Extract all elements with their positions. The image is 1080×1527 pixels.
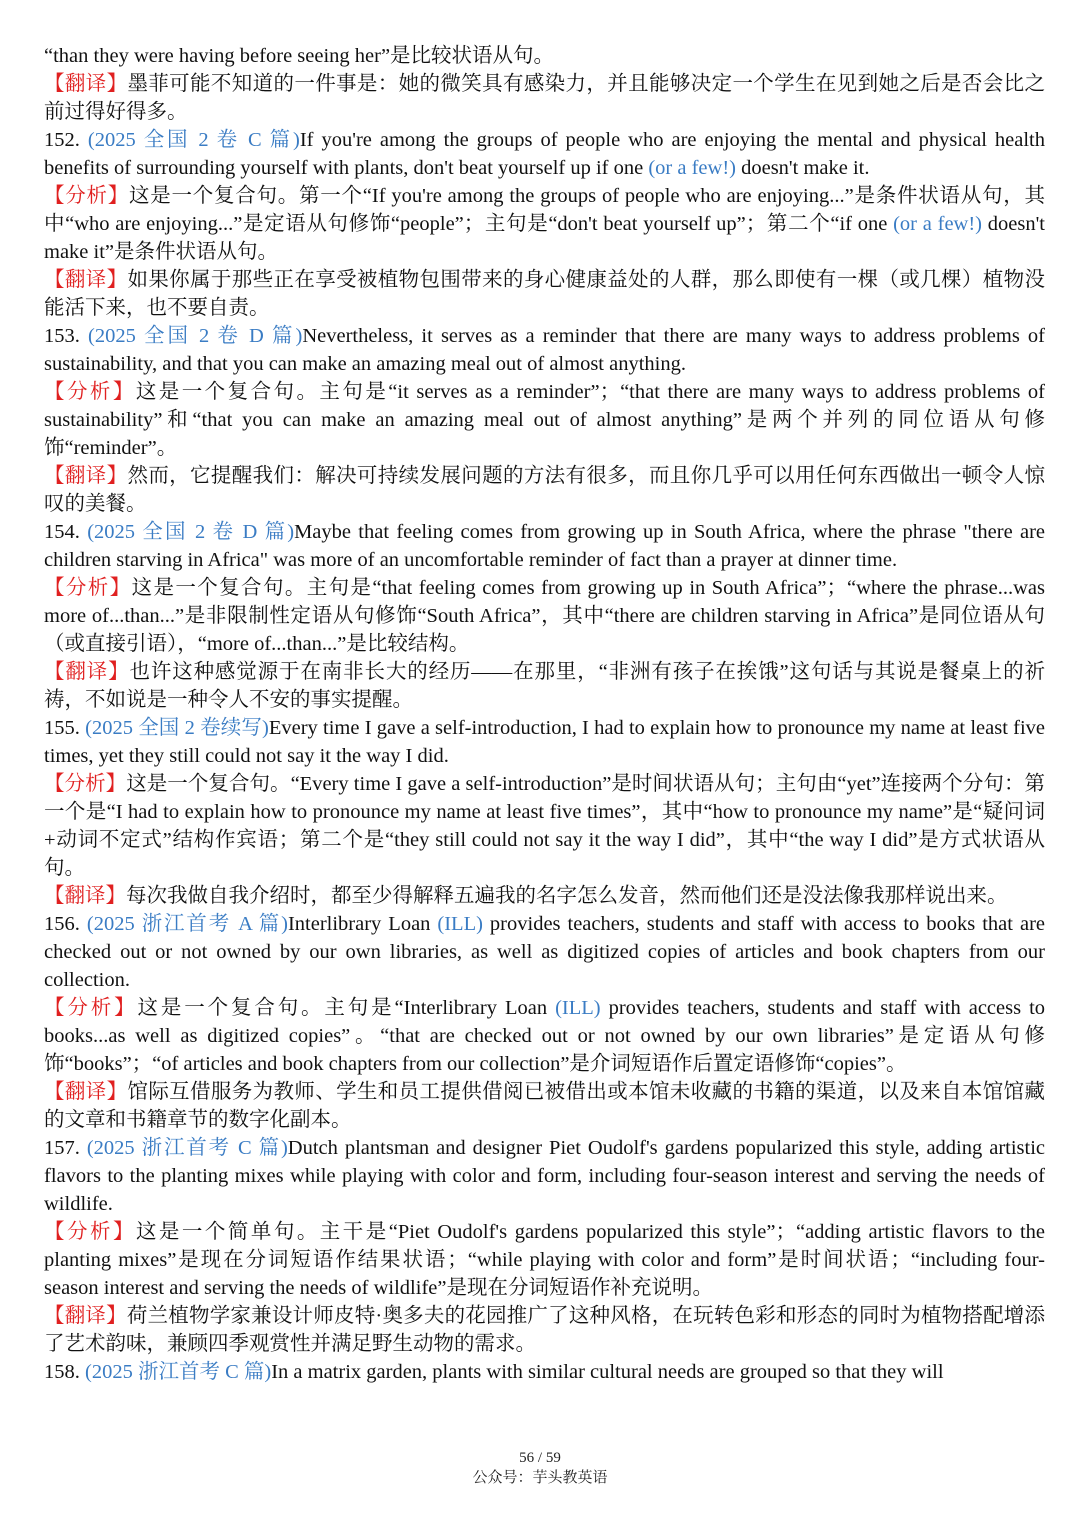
analysis-paragraph — [44, 770, 1045, 882]
paragraph-text: doesn't make it. — [735, 157, 870, 179]
section-tag: 【分析】 — [44, 773, 127, 795]
analysis-paragraph — [44, 574, 1045, 658]
paragraph-text: 156. — [44, 913, 87, 935]
paragraph-text: 如果你属于那些正在享受被植物包围带来的身心健康益处的人群，那么即使有一棵（或几棵）植物没能活下来，也不要自责。 — [44, 269, 1046, 319]
section-tag: 【翻译】 — [44, 269, 128, 291]
paragraph-text: In a matrix garden, plants with similar cultural needs are grouped so that they will — [271, 1361, 944, 1383]
question-paragraph — [44, 1134, 1045, 1218]
page-number: 56 / 59 — [519, 1450, 561, 1466]
translation-paragraph — [44, 882, 1045, 910]
translation-paragraph — [44, 462, 1045, 518]
source-reference: (2025 全国 2 卷 C 篇) — [87, 129, 300, 151]
source-reference: (or a few!) — [893, 213, 983, 235]
section-tag: 【分析】 — [44, 577, 132, 599]
question-paragraph — [44, 126, 1045, 182]
continuation-paragraph — [44, 42, 1045, 70]
paragraph-text: 墨菲可能不知道的一件事是：她的微笑具有感染力，并且能够决定一个学生在见到她之后是否会比之前过得好得多。 — [44, 73, 1046, 123]
footer-account: 公众号：芋头教英语 — [472, 1470, 608, 1486]
paragraph-text: 这是一个复合句。第一个“If you're among the groups of people who are enjoying...”是条件状语从句，其中“who are enjoying...”是定语从句修饰“people”；主句是“don't beat yourself up”；第二个“if one — [44, 185, 1045, 235]
section-tag: 【翻译】 — [44, 885, 126, 907]
paragraph-text: 这是一个复合句。主句是“Interlibrary Loan — [137, 997, 556, 1019]
analysis-paragraph — [44, 182, 1045, 266]
source-reference: (2025 全国 2 卷 D 篇) — [87, 521, 295, 543]
paragraph-text: provides teachers, students and staff with access to books...as well as digitized copies”。“that are checked out or not owned by our own libraries”是定语从句修饰“books”；“of articles and book chapters from our collection”是介词短语作后置定语修饰“copies”。 — [44, 997, 1046, 1075]
paragraph-text: Every time I gave a self-introduction, I had to explain how to pronounce my name at least five times, yet they still could not say it the way I did. — [44, 717, 1046, 767]
section-tag: 【翻译】 — [44, 661, 130, 683]
paragraph-text: Nevertheless, it serves as a reminder that there are many ways to address problems of sustainability, and that you can make an amazing meal out of almost anything. — [44, 325, 1046, 375]
paragraph-text: 158. — [44, 1361, 85, 1383]
question-paragraph — [44, 714, 1045, 770]
paragraph-text: Interlibrary Loan — [287, 913, 438, 935]
translation-paragraph — [44, 658, 1045, 714]
section-tag: 【分析】 — [44, 1221, 136, 1243]
paragraph-text: 这是一个复合句。主句是“it serves as a reminder”；“that there are many ways to address problems of sustainability”和“that you can make an amazing meal out of almost anything”是两个并列的同位语从句修饰“reminder”。 — [44, 381, 1045, 459]
source-reference: (2025 全国 2 卷 D 篇) — [88, 325, 303, 347]
translation-paragraph — [44, 1302, 1045, 1358]
translation-paragraph — [44, 266, 1045, 322]
question-paragraph — [44, 322, 1045, 378]
source-reference: (ILL) — [437, 913, 483, 935]
paragraph-text: doesn't make it”是条件状语从句。 — [44, 213, 1045, 263]
paragraph-text: 也许这种感觉源于在南非长大的经历——在那里，“非洲有孩子在挨饿”这句话与其说是餐桌上的祈祷，不如说是一种令人不安的事实提醒。 — [44, 661, 1046, 711]
question-paragraph — [44, 518, 1045, 574]
section-tag: 【翻译】 — [44, 1305, 127, 1327]
section-tag: 【分析】 — [44, 381, 136, 403]
paragraph-text: 这是一个简单句。主干是“Piet Oudolf's gardens popularized this style”；“adding artistic flavors to the planting mixes”是现在分词短语作结果状语；“while playing with color and form”是时间状语；“including four-season interest and serving the needs of wildlife”是现在分词短语作补充说明。 — [44, 1221, 1045, 1299]
section-tag: 【分析】 — [44, 185, 130, 207]
source-reference: (2025 浙江首考 A 篇) — [86, 913, 288, 935]
document-body — [44, 42, 1045, 1386]
paragraph-text: provides teachers, students and staff with access to books that are checked out or not owned by our own libraries, as well as digitized copies of articles and book chapters from our collection. — [44, 913, 1045, 991]
section-tag: 【翻译】 — [44, 73, 128, 95]
source-reference: (ILL) — [555, 997, 601, 1019]
paragraph-text: 这是一个复合句。“Every time I gave a self-introduction”是时间状语从句；主句由“yet”连接两个分句：第一个是“I had to explain how to pronounce my name at least five times”，其中“how to pronounce my name”是“疑问词+动词不定式”结构作宾语；第二个是“they still could not say it the way I did”，其中“the way I did”是方式状语从句。 — [44, 773, 1045, 879]
paragraph-text: 154. — [44, 521, 88, 543]
paragraph-text: 153. — [44, 325, 88, 347]
paragraph-text: 荷兰植物学家兼设计师皮特·奥多夫的花园推广了这种风格，在玩转色彩和形态的同时为植物搭配增添了艺术韵味，兼顾四季观赏性并满足野生动物的需求。 — [44, 1305, 1046, 1355]
page-footer — [0, 1448, 1080, 1488]
section-tag: 【分析】 — [44, 997, 138, 1019]
source-reference: (2025 浙江首考 C 篇) — [85, 1361, 272, 1383]
question-paragraph — [44, 910, 1045, 994]
paragraph-text: 每次我做自我介绍时，都至少得解释五遍我的名字怎么发音，然而他们还是没法像我那样说出来。 — [126, 885, 1008, 907]
paragraph-text: Maybe that feeling comes from growing up in South Africa, where the phrase "there are children starving in Africa" was more of an uncomfortable reminder of fact than a prayer at dinner time. — [44, 521, 1045, 571]
paragraph-text: “than they were having before seeing her”是比较状语从句。 — [44, 45, 555, 67]
paragraph-text: If you're among the groups of people who are enjoying the mental and physical health benefits of surrounding yourself with plants, don't beat yourself up if one — [44, 129, 1046, 179]
translation-paragraph — [44, 70, 1045, 126]
section-tag: 【翻译】 — [44, 1081, 128, 1103]
source-reference: (or a few!) — [648, 157, 736, 179]
paragraph-text: 馆际互借服务为教师、学生和员工提供借阅已被借出或本馆未收藏的书籍的渠道，以及来自本馆馆藏的文章和书籍章节的数字化副本。 — [44, 1081, 1046, 1131]
paragraph-text: 然而，它提醒我们：解决可持续发展问题的方法有很多，而且你几乎可以用任何东西做出一顿令人惊叹的美餐。 — [44, 465, 1046, 515]
paragraph-text: 155. — [44, 717, 86, 739]
source-reference: (2025 全国 2 卷续写) — [85, 717, 269, 739]
paragraph-text: 这是一个复合句。主句是“that feeling comes from growing up in South Africa”；“where the phrase...was more of...than...”是非限制性定语从句修饰“South Africa”，其中“there are children starving in Africa”是同位语从句（或直接引语），“more of...than...”是比较结构。 — [44, 577, 1046, 655]
paragraph-text: 152. — [44, 129, 88, 151]
analysis-paragraph — [44, 994, 1045, 1078]
paragraph-text: Dutch plantsman and designer Piet Oudolf's gardens popularized this style, adding artistic flavors to the planting mixes while playing with color and form, including four-season interest and serving the needs of wildlife. — [44, 1137, 1046, 1215]
source-reference: (2025 浙江首考 C 篇) — [86, 1137, 288, 1159]
analysis-paragraph — [44, 1218, 1045, 1302]
paragraph-text: 157. — [44, 1137, 87, 1159]
translation-paragraph — [44, 1078, 1045, 1134]
question-paragraph — [44, 1358, 1045, 1386]
section-tag: 【翻译】 — [44, 465, 128, 487]
analysis-paragraph — [44, 378, 1045, 462]
